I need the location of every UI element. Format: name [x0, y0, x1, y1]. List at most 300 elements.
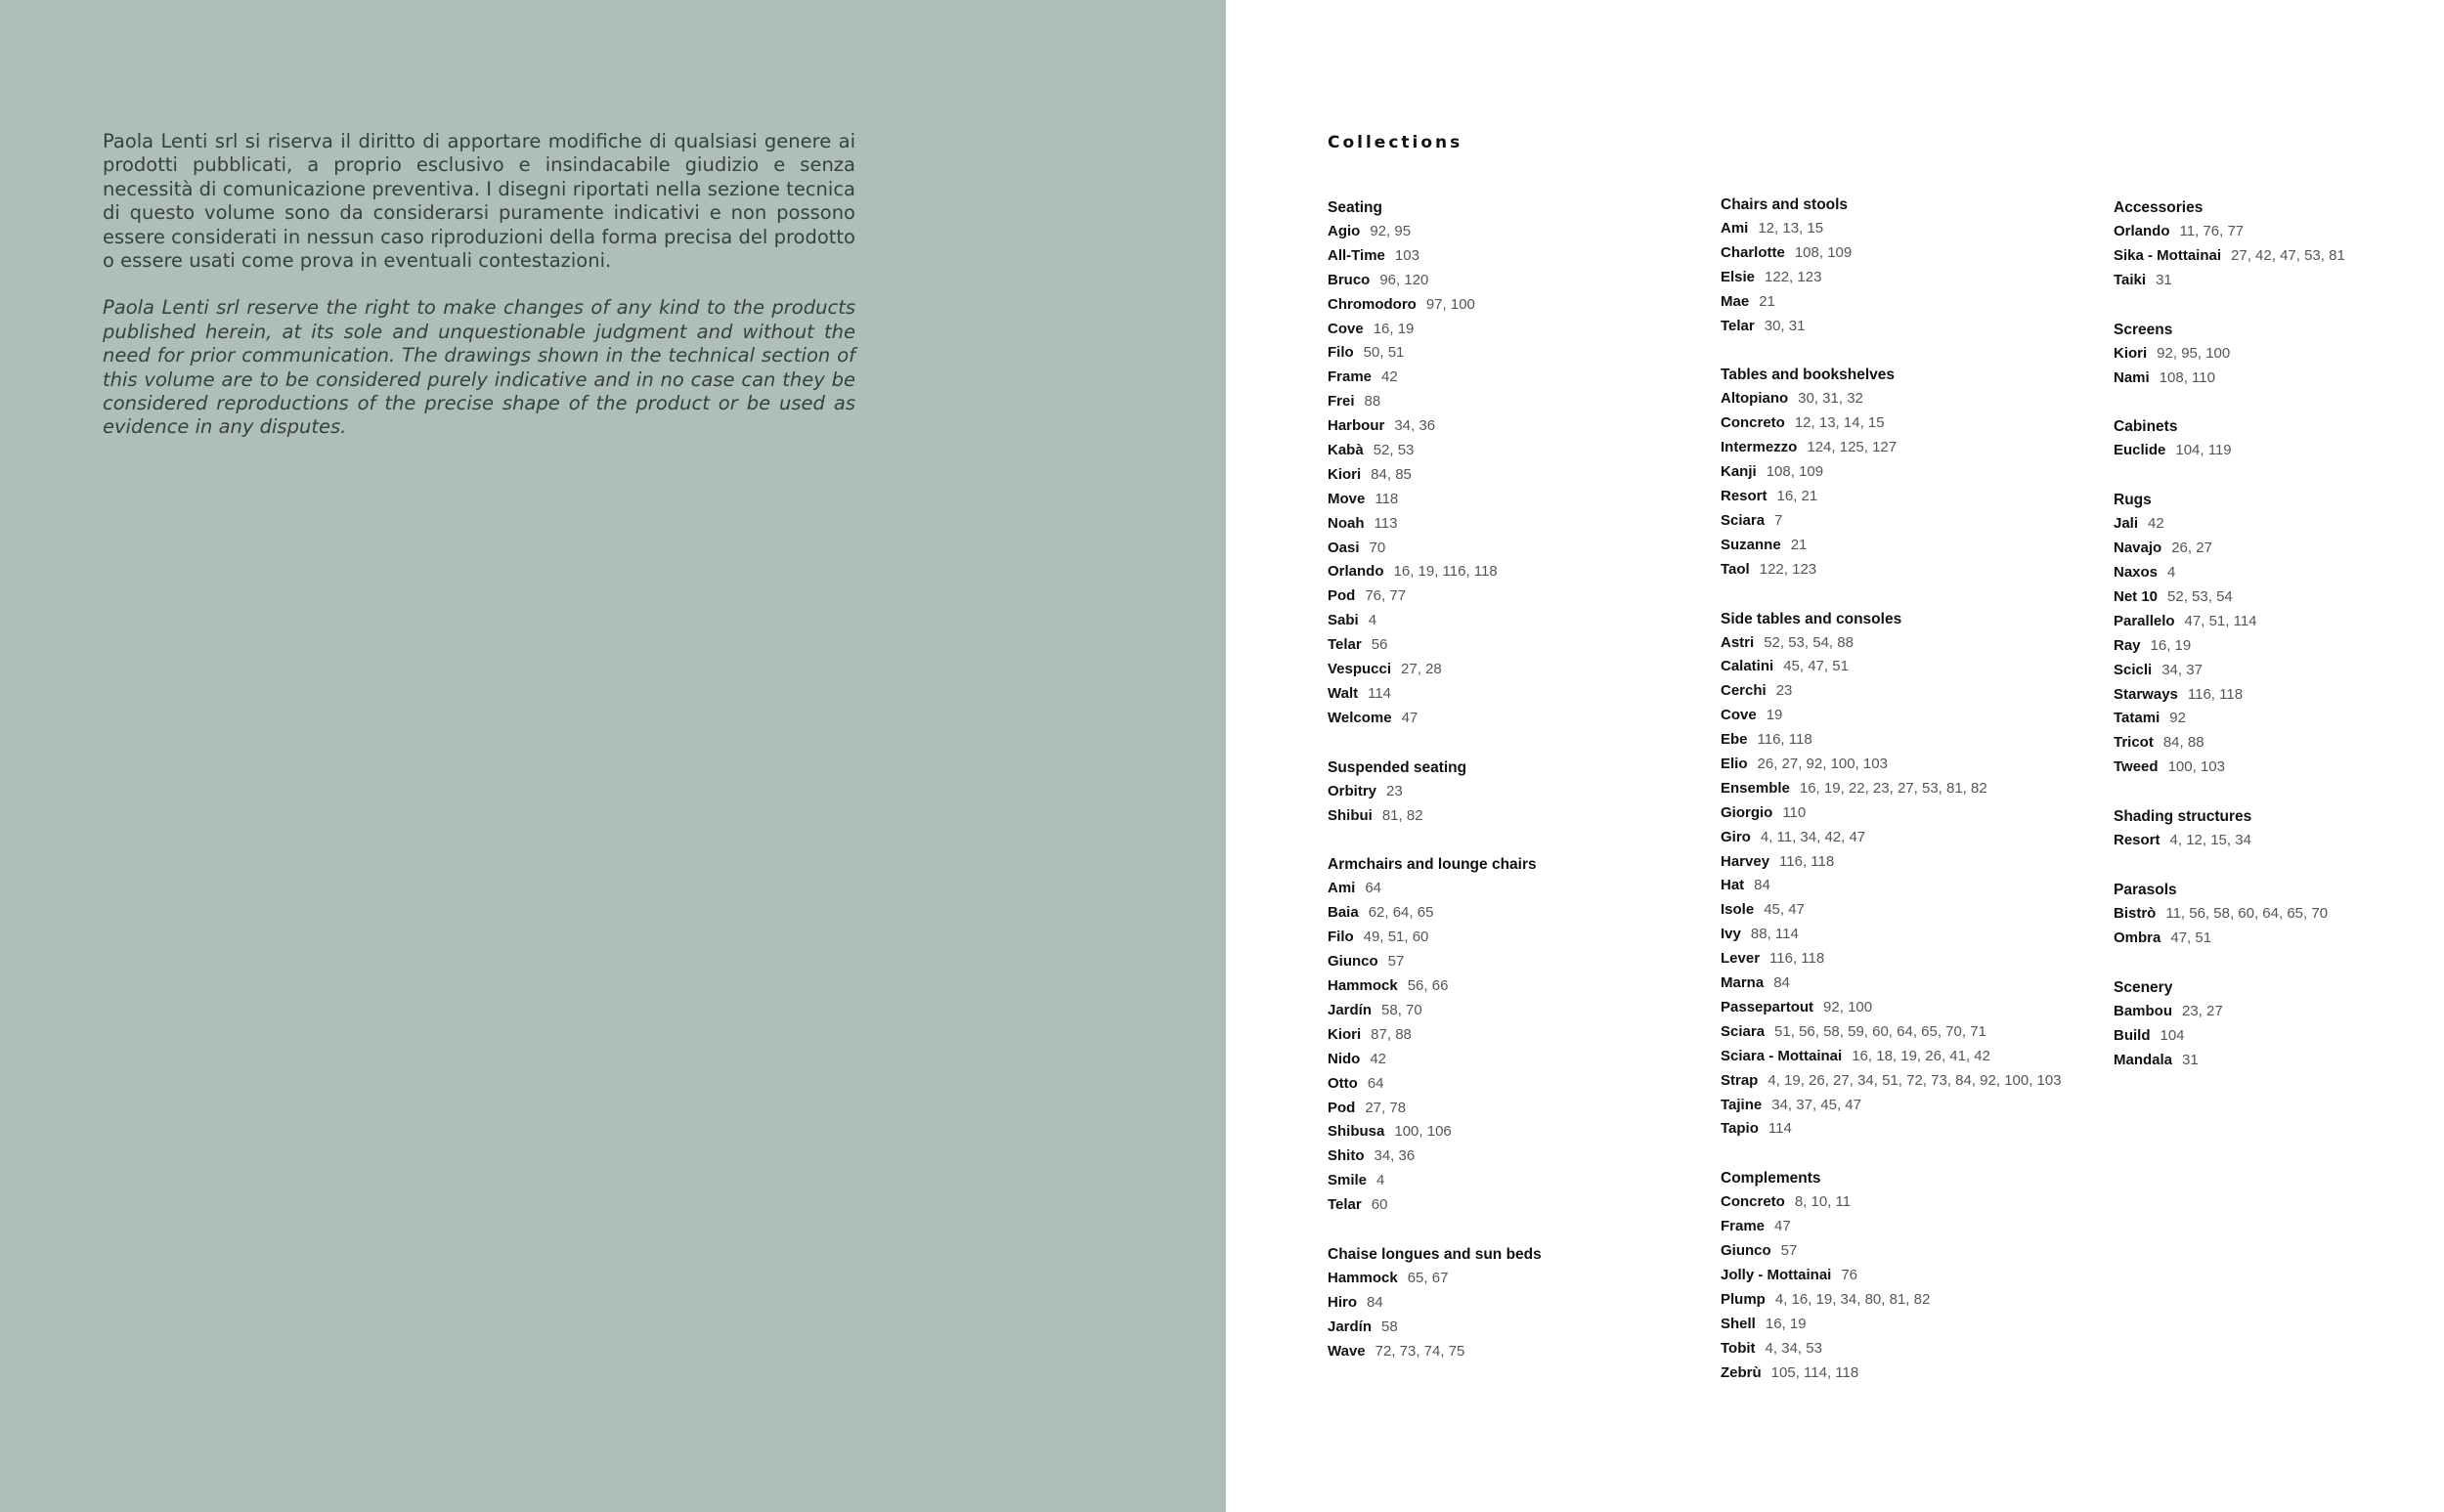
collection-name: Shito — [1328, 1147, 1365, 1165]
index-entry — [1328, 318, 1719, 342]
category-title: Cabinets — [2114, 418, 2178, 436]
collection-name: Cove — [1328, 320, 1364, 337]
category-title: Accessories — [2114, 199, 2204, 216]
index-entry — [1721, 534, 2112, 558]
index-entry — [1721, 826, 2112, 850]
collection-name: Move — [1328, 490, 1366, 507]
collection-name: Giro — [1721, 828, 1751, 845]
category-title: Tables and bookshelves — [1721, 367, 1896, 384]
index-entry — [1721, 679, 2112, 704]
index-entry — [2114, 561, 2444, 585]
collection-name: Giunco — [1328, 953, 1378, 971]
index-entry — [1328, 1193, 1719, 1218]
category-group — [2114, 318, 2444, 391]
page-numbers: 12, 13, 14, 15 — [1794, 414, 1885, 432]
page-numbers: 34, 37, 45, 47 — [1771, 1096, 1861, 1113]
page-numbers: 50, 51 — [1363, 344, 1405, 362]
collection-name: Lever — [1721, 950, 1761, 968]
page-numbers: 113 — [1374, 514, 1398, 532]
index-entry — [2114, 439, 2444, 463]
collection-name: Altopiano — [1721, 390, 1789, 408]
page-numbers: 88, 114 — [1750, 926, 1799, 943]
page-numbers: 84 — [1754, 877, 1770, 894]
disclaimer-italian: Paola Lenti srl si riserva il diritto di apportare modifiche di qualsiasi genere ai prodotti pubblicati, a proprio esclusivo e insindacabile giudizio e senza necessità di comunicazione preventiva. I disegni riportati nella sezione tecnica di questo volume sono da considerarsi puramente indicativi e non possono essere considerati in nessun caso riproduzioni della forma precisa del prodotto o essere usati come prova in eventuali contestazioni. — [103, 130, 855, 273]
index-entry — [1721, 996, 2112, 1020]
page-numbers: 8, 10, 11 — [1794, 1193, 1852, 1211]
index-entry — [1328, 414, 1719, 439]
collection-name: Frame — [1328, 368, 1373, 386]
index-entry — [1328, 999, 1719, 1023]
index-entry — [1328, 366, 1719, 390]
index-entry — [2114, 634, 2444, 659]
collection-name: Pod — [1328, 1099, 1356, 1116]
page-numbers: 81, 82 — [1381, 806, 1423, 824]
index-entry — [1721, 1069, 2112, 1094]
collection-name: Tatami — [2114, 710, 2160, 727]
collection-name: Frei — [1328, 393, 1355, 410]
collection-name: Harbour — [1328, 417, 1385, 435]
category-group — [1328, 1242, 1719, 1364]
page-numbers: 16, 19 — [1373, 320, 1415, 337]
collection-name: Elio — [1721, 756, 1748, 773]
collection-name: Jardín — [1328, 1001, 1373, 1018]
collection-name: Net 10 — [2114, 588, 2159, 606]
collection-name: Sciara — [1721, 1022, 1766, 1040]
collection-name: Orbitry — [1328, 782, 1377, 799]
index-entry — [1721, 1190, 2112, 1215]
collection-name: Tajine — [1721, 1096, 1763, 1113]
index-entry — [2114, 585, 2444, 610]
index-entry — [1721, 1264, 2112, 1288]
collection-name: Wave — [1328, 1342, 1366, 1360]
category-title: Chaise longues and sun beds — [1328, 1245, 1542, 1263]
page-numbers: 108, 109 — [1794, 243, 1853, 261]
collection-name: Oasi — [1328, 539, 1360, 556]
index-entry — [1328, 512, 1719, 537]
collection-name: Tapio — [1721, 1120, 1759, 1138]
collection-name: Ami — [1328, 880, 1356, 897]
index-entry — [1721, 1313, 2112, 1337]
collection-name: Concreto — [1721, 1193, 1785, 1211]
index-entry — [2114, 707, 2444, 731]
index-entry — [1328, 804, 1719, 829]
category-group — [1721, 193, 2112, 338]
index-entry — [1721, 898, 2112, 923]
collections-heading: Collections — [1328, 133, 1463, 152]
collection-name: Nido — [1328, 1050, 1361, 1067]
collection-name: Hammock — [1328, 977, 1398, 995]
index-entry — [1721, 411, 2112, 436]
page-numbers: 52, 53, 54 — [2167, 588, 2233, 606]
collection-name: Ray — [2114, 636, 2141, 654]
page-numbers: 116, 118 — [1757, 731, 1812, 749]
disclaimer — [103, 130, 855, 463]
page-numbers: 19 — [1766, 707, 1783, 724]
category-group — [1328, 756, 1719, 829]
page-numbers: 11, 56, 58, 60, 64, 65, 70 — [2165, 905, 2329, 923]
collection-name: Telar — [1721, 317, 1755, 334]
collection-name: Ensemble — [1721, 779, 1790, 797]
page-numbers: 47, 51 — [2170, 929, 2212, 946]
index-column-3 — [2114, 195, 2444, 1097]
page-numbers: 104 — [2160, 1026, 2185, 1044]
category-title: Rugs — [2114, 492, 2152, 509]
index-entry — [1328, 537, 1719, 561]
collection-name: Giorgio — [1721, 803, 1773, 821]
category-group — [2114, 195, 2444, 293]
page-numbers: 31 — [2156, 271, 2172, 288]
collection-name: Zebrù — [1721, 1363, 1762, 1381]
category-title: Parasols — [2114, 882, 2177, 899]
page-numbers: 51, 56, 58, 59, 60, 64, 65, 70, 71 — [1774, 1022, 1986, 1040]
page-numbers: 76 — [1841, 1266, 1858, 1283]
page-numbers: 27, 78 — [1365, 1099, 1407, 1116]
category-group — [1721, 1166, 2112, 1385]
page-numbers: 45, 47, 51 — [1783, 658, 1849, 675]
index-entry — [1721, 801, 2112, 826]
page-numbers: 84, 88 — [2162, 734, 2204, 752]
index-entry — [1721, 874, 2112, 898]
page-numbers: 57 — [1387, 953, 1405, 971]
collection-name: Shibui — [1328, 806, 1373, 824]
page-numbers: 110 — [1782, 803, 1807, 821]
page-numbers: 49, 51, 60 — [1363, 929, 1429, 946]
page-numbers: 108, 109 — [1766, 463, 1824, 481]
collection-name: Shibusa — [1328, 1123, 1385, 1141]
collection-name: Parallelo — [2114, 612, 2175, 629]
index-entry — [1328, 877, 1719, 901]
page-numbers: 47 — [1401, 709, 1418, 726]
index-entry — [1328, 1267, 1719, 1291]
page-numbers: 103 — [1394, 246, 1419, 264]
index-entry — [1721, 558, 2112, 583]
category-group — [1328, 195, 1719, 731]
category-group — [2114, 804, 2444, 853]
page-numbers: 92, 95 — [1370, 223, 1412, 239]
category-group — [2114, 488, 2444, 780]
collection-name: Taol — [1721, 560, 1750, 578]
collection-name: Sciara — [1721, 511, 1766, 529]
collection-name: Kiori — [1328, 465, 1362, 483]
collection-name: Hiro — [1328, 1293, 1357, 1311]
index-entry — [1328, 707, 1719, 731]
collection-name: Kiori — [2114, 344, 2148, 362]
page-numbers: 27, 42, 47, 53, 81 — [2231, 246, 2345, 264]
collection-name: Shell — [1721, 1315, 1756, 1332]
index-entry — [1721, 1361, 2112, 1386]
index-entry — [1328, 633, 1719, 658]
index-entry — [1328, 1291, 1719, 1316]
page-numbers: 4, 34, 53 — [1765, 1339, 1822, 1357]
collection-name: Baia — [1328, 904, 1359, 922]
index-entry — [1328, 901, 1719, 926]
collection-name: Ombra — [2114, 929, 2161, 946]
index-entry — [1721, 777, 2112, 801]
collection-name: Chromodoro — [1328, 295, 1417, 313]
index-entry — [2114, 1049, 2444, 1073]
page-numbers: 16, 19, 116, 118 — [1393, 563, 1498, 581]
collection-name: Elsie — [1721, 268, 1756, 285]
index-column-2 — [1721, 193, 2112, 1409]
page-numbers: 114 — [1368, 684, 1392, 702]
collection-name: Calatini — [1721, 658, 1774, 675]
index-entry — [2114, 731, 2444, 756]
collection-name: Mandala — [2114, 1051, 2173, 1068]
collection-name: Pod — [1328, 587, 1356, 605]
index-entry — [1721, 436, 2112, 460]
collection-name: Hammock — [1328, 1269, 1398, 1286]
index-entry — [1721, 1337, 2112, 1361]
page-numbers: 47 — [1774, 1218, 1791, 1235]
index-entry — [1721, 266, 2112, 290]
collection-name: Jardín — [1328, 1318, 1373, 1335]
page-numbers: 16, 21 — [1776, 488, 1818, 505]
category-title: Shading structures — [2114, 808, 2252, 826]
collection-name: Navajo — [2114, 540, 2162, 557]
page-numbers: 84 — [1773, 974, 1790, 992]
index-entry — [1328, 439, 1719, 463]
collection-name: Passepartout — [1721, 998, 1814, 1015]
index-entry — [2114, 244, 2444, 269]
page-numbers: 60 — [1371, 1196, 1388, 1214]
index-entry — [2114, 1024, 2444, 1049]
index-entry — [2114, 537, 2444, 561]
index-entry — [1721, 1117, 2112, 1142]
index-entry — [2114, 1000, 2444, 1024]
page-numbers: 30, 31, 32 — [1798, 390, 1863, 408]
page-numbers: 45, 47 — [1764, 901, 1805, 919]
collection-name: Jolly - Mottainai — [1721, 1266, 1832, 1283]
page-numbers: 114 — [1768, 1120, 1792, 1138]
page-numbers: 47, 51, 114 — [2184, 612, 2257, 629]
page-numbers: 92, 95, 100 — [2157, 344, 2231, 362]
index-entry — [1721, 1239, 2112, 1264]
collection-name: Euclide — [2114, 442, 2166, 459]
collection-name: Frame — [1721, 1218, 1766, 1235]
page-numbers: 21 — [1759, 292, 1775, 310]
index-entry — [2114, 659, 2444, 683]
collection-name: Kiori — [1328, 1025, 1362, 1043]
index-entry — [1328, 1023, 1719, 1048]
page-numbers: 56 — [1371, 636, 1388, 654]
index-entry — [2114, 269, 2444, 293]
index-entry — [1721, 1215, 2112, 1239]
category-group — [2114, 975, 2444, 1073]
collection-name: Jali — [2114, 515, 2139, 533]
page-numbers: 4 — [1376, 1172, 1385, 1189]
page-numbers: 84 — [1367, 1293, 1383, 1311]
page-numbers: 52, 53 — [1373, 442, 1415, 459]
page-numbers: 100, 103 — [2167, 758, 2225, 776]
collection-name: Naxos — [2114, 564, 2159, 582]
index-entry — [1328, 463, 1719, 488]
category-title: Complements — [1721, 1170, 1821, 1188]
collection-name: Build — [2114, 1026, 2151, 1044]
page-numbers: 57 — [1780, 1242, 1798, 1260]
page-numbers: 58 — [1381, 1318, 1398, 1335]
index-entry — [2114, 220, 2444, 244]
page-numbers: 42 — [1370, 1050, 1387, 1067]
page-numbers: 92, 100 — [1823, 998, 1873, 1015]
index-entry — [1721, 704, 2112, 728]
index-entry — [1328, 488, 1719, 512]
page-numbers: 88 — [1364, 393, 1381, 410]
collection-name: Sika - Mottainai — [2114, 246, 2222, 264]
collection-name: Cerchi — [1721, 682, 1767, 700]
collection-name: Isole — [1721, 901, 1755, 919]
collection-name: Sciara - Mottainai — [1721, 1047, 1843, 1064]
index-entry — [1328, 658, 1719, 682]
collection-name: Strap — [1721, 1071, 1759, 1089]
collection-name: Tweed — [2114, 758, 2159, 776]
index-entry — [1721, 947, 2112, 972]
index-entry — [1328, 560, 1719, 584]
page-numbers: 100, 106 — [1394, 1123, 1452, 1141]
category-title: Chairs and stools — [1721, 196, 1849, 213]
page-numbers: 4, 16, 19, 34, 80, 81, 82 — [1774, 1290, 1931, 1308]
page-numbers: 34, 36 — [1394, 417, 1436, 435]
collection-name: Kanji — [1721, 463, 1757, 481]
collection-name: Marna — [1721, 974, 1765, 992]
collection-name: Walt — [1328, 684, 1359, 702]
page-numbers: 122, 123 — [1759, 560, 1817, 578]
collection-name: Telar — [1328, 1196, 1362, 1214]
page-numbers: 4 — [1368, 612, 1377, 629]
page-numbers: 4, 12, 15, 34 — [2169, 832, 2251, 849]
collection-name: Bistrò — [2114, 905, 2157, 923]
index-entry — [2114, 342, 2444, 367]
page-numbers: 92 — [2169, 710, 2186, 727]
collection-name: Harvey — [1721, 852, 1770, 870]
page-numbers: 116, 118 — [1779, 852, 1835, 870]
index-entry — [1721, 241, 2112, 266]
collection-name: Telar — [1328, 636, 1362, 654]
collection-name: Smile — [1328, 1172, 1368, 1189]
index-entry — [1328, 1048, 1719, 1072]
page-numbers: 108, 110 — [2159, 368, 2215, 386]
category-title: Seating — [1328, 199, 1382, 216]
collection-name: Scicli — [2114, 661, 2153, 678]
index-entry — [1328, 1120, 1719, 1145]
category-group — [2114, 878, 2444, 951]
collection-name: Tobit — [1721, 1339, 1756, 1357]
page-numbers: 4 — [2167, 564, 2176, 582]
page-numbers: 7 — [1774, 511, 1783, 529]
category-group — [1328, 852, 1719, 1217]
page-numbers: 27, 28 — [1401, 661, 1442, 678]
page-numbers: 26, 27, 92, 100, 103 — [1757, 756, 1888, 773]
page-numbers: 11, 76, 77 — [2179, 223, 2245, 239]
collection-name: Orlando — [1328, 563, 1384, 581]
index-entry — [2114, 610, 2444, 634]
category-title: Screens — [2114, 321, 2173, 338]
page-numbers: 16, 19 — [2150, 636, 2192, 654]
page-numbers: 104, 119 — [2175, 442, 2232, 459]
index-entry — [1328, 584, 1719, 609]
collection-name: Vespucci — [1328, 661, 1392, 678]
page-numbers: 26, 27 — [2171, 540, 2212, 557]
index-column-1 — [1328, 195, 1719, 1389]
page-numbers: 4, 11, 34, 42, 47 — [1760, 828, 1866, 845]
page-numbers: 64 — [1365, 880, 1382, 897]
index-entry — [2114, 927, 2444, 951]
collection-name: Concreto — [1721, 414, 1785, 432]
index-entry — [1328, 609, 1719, 633]
page-numbers: 96, 120 — [1379, 271, 1429, 288]
index-entry — [1328, 244, 1719, 269]
collection-name: Giunco — [1721, 1242, 1771, 1260]
index-entry — [1328, 220, 1719, 244]
collection-name: Suzanne — [1721, 536, 1781, 553]
index-entry — [1721, 1288, 2112, 1313]
page-numbers: 30, 31 — [1764, 317, 1806, 334]
index-entry — [1721, 655, 2112, 679]
index-entry — [1328, 950, 1719, 974]
page-numbers: 21 — [1790, 536, 1808, 553]
page-numbers: 31 — [2182, 1051, 2199, 1068]
page-numbers: 23 — [1386, 782, 1403, 799]
category-group — [2114, 414, 2444, 463]
index-entry — [1328, 293, 1719, 318]
index-entry — [1721, 923, 2112, 947]
collection-name: Noah — [1328, 514, 1365, 532]
index-entry — [2114, 756, 2444, 780]
page-numbers: 16, 18, 19, 26, 41, 42 — [1852, 1047, 1990, 1064]
index-entry — [1721, 290, 2112, 315]
collection-name: Mae — [1721, 292, 1750, 310]
index-entry — [1721, 1020, 2112, 1045]
page-numbers: 84, 85 — [1371, 465, 1412, 483]
index-entry — [1328, 1340, 1719, 1364]
index-entry — [1721, 972, 2112, 996]
page-numbers: 122, 123 — [1765, 268, 1822, 285]
index-entry — [1721, 850, 2112, 875]
category-title: Armchairs and lounge chairs — [1328, 856, 1537, 874]
collection-name: Resort — [1721, 488, 1768, 505]
page-numbers: 23, 27 — [2182, 1002, 2223, 1019]
page-numbers: 76, 77 — [1365, 587, 1407, 605]
collection-name: Resort — [2114, 832, 2160, 849]
page-numbers: 12, 13, 15 — [1758, 220, 1824, 237]
collection-name: Cove — [1721, 707, 1757, 724]
collection-name: All-Time — [1328, 246, 1385, 264]
index-entry — [1328, 780, 1719, 804]
collection-name: Intermezzo — [1721, 439, 1798, 456]
index-entry — [1328, 1169, 1719, 1193]
category-title: Suspended seating — [1328, 758, 1467, 776]
category-group — [1721, 363, 2112, 582]
collection-name: Sabi — [1328, 612, 1359, 629]
category-group — [1721, 607, 2112, 1143]
page-numbers: 58, 70 — [1381, 1001, 1422, 1018]
collection-name: Bambou — [2114, 1002, 2172, 1019]
page-numbers: 16, 19, 22, 23, 27, 53, 81, 82 — [1799, 779, 1987, 797]
index-entry — [2114, 829, 2444, 853]
page-numbers: 65, 67 — [1407, 1269, 1449, 1286]
page-numbers: 124, 125, 127 — [1807, 439, 1898, 456]
page-numbers: 23 — [1775, 682, 1793, 700]
category-title: Side tables and consoles — [1721, 610, 1902, 627]
index-entry — [1328, 1072, 1719, 1097]
collection-name: Charlotte — [1721, 243, 1785, 261]
index-entry — [2114, 512, 2444, 537]
collection-name: Orlando — [2114, 223, 2170, 239]
index-entry — [1328, 1145, 1719, 1169]
index-entry — [1328, 269, 1719, 293]
index-entry — [1721, 1094, 2112, 1118]
index-entry — [1721, 509, 2112, 534]
collection-name: Kabà — [1328, 442, 1364, 459]
